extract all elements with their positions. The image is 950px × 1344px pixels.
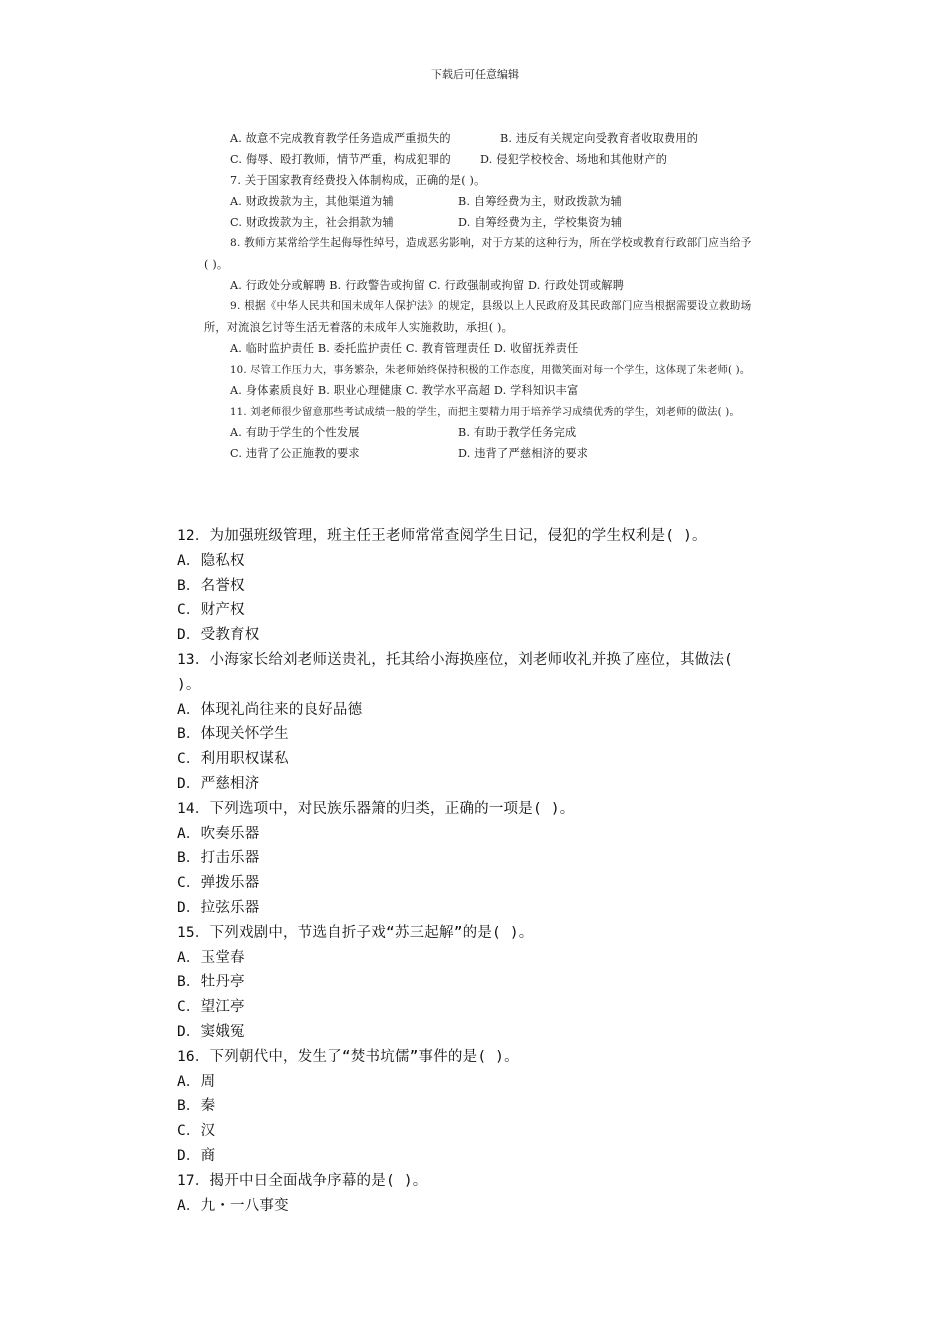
scan-line-1b: D. 侵犯学校校舍、场地和其他财产的 (480, 153, 668, 166)
scan-line-13: 11. 刘老师很少留意那些考试成绩一般的学生，而把主要精力用于培养学习成绩优秀的学生，刘老师的做法( )。 (230, 407, 740, 418)
question-stem: 12．为加强班级管理，班主任王老师常常查阅学生日记，侵犯的学生权利是( )。 (177, 528, 707, 544)
scan-line-3b: B. 自筹经费为主，财政拨款为辅 (458, 195, 622, 208)
answer-option: A．体现礼尚往来的良好品德 (177, 701, 363, 718)
answer-option: A．玉堂春 (177, 949, 245, 966)
scan-line-0a: A. 故意不完成教育教学任务造成严重损失的 (230, 132, 451, 145)
question-stem: 15．下列戏剧中，节选自折子戏“苏三起解”的是( )。 (177, 924, 534, 941)
page-header: 下载后可任意编辑 (431, 68, 519, 81)
scan-line-4b: D. 自筹经费为主，学校集资为辅 (458, 216, 623, 229)
answer-option: D．严慈相济 (177, 775, 260, 792)
scan-line-6: ( )。 (204, 258, 229, 271)
answer-option: C．汉 (177, 1123, 216, 1140)
answer-option: B．体现关怀学生 (177, 726, 289, 743)
scan-line-11: 10. 尽管工作压力大，事务繁杂，朱老师始终保持积极的工作态度，用微笑面对每一个学生，这体现了朱老师( )。 (230, 365, 751, 376)
answer-option: C．弹拨乐器 (177, 875, 260, 892)
scan-line-10: A. 临时监护责任 B. 委托监护责任 C. 教育管理责任 D. 收留抚养责任 (230, 342, 579, 355)
answer-option: B．秦 (177, 1098, 216, 1115)
scan-line-9: 所，对流浪乞讨等生活无着落的未成年人实施救助，承担( )。 (204, 321, 513, 334)
question-stem: 17．揭开中日全面战争序幕的是( )。 (177, 1172, 428, 1189)
scan-line-15b: D. 违背了严慈相济的要求 (458, 447, 589, 460)
question-stem: 16．下列朝代中，发生了“焚书坑儒”事件的是( )。 (177, 1048, 519, 1065)
answer-option: D．窦娥冤 (177, 1023, 245, 1040)
question-list (177, 524, 817, 1218)
scan-line-7: A. 行政处分或解聘 B. 行政警告或拘留 C. 行政强制或拘留 D. 行政处罚或解聘 (230, 279, 625, 292)
scan-line-0b: B. 违反有关规定向受教育者收取费用的 (500, 132, 699, 145)
scanned-exam-image (198, 122, 868, 474)
scan-line-3a: A. 财政拨款为主，其他渠道为辅 (230, 195, 394, 208)
answer-option: A．隐私权 (177, 552, 245, 569)
scan-line-5: 8. 教师方某常给学生起侮辱性绰号，造成恶劣影响，对于方某的这种行为，所在学校或教育行政部门应当给予 (230, 237, 752, 249)
scan-line-2: 7. 关于国家教育经费投入体制构成，正确的是( )。 (230, 174, 486, 187)
scan-line-14a: A. 有助于学生的个性发展 (230, 426, 360, 439)
answer-option: D．受教育权 (177, 627, 260, 644)
answer-option: B．打击乐器 (177, 850, 260, 867)
scan-line-1a: C. 侮辱、殴打教师，情节严重，构成犯罪的 (230, 153, 451, 166)
answer-option: B．牡丹亭 (177, 974, 245, 991)
question-stem: 14．下列选项中，对民族乐器箫的归类，正确的一项是( )。 (177, 800, 575, 817)
answer-option: C．望江亭 (177, 999, 245, 1016)
answer-option: A．吹奏乐器 (177, 825, 260, 842)
question-stem: 13．小海家长给刘老师送贵礼，托其给小海换座位，刘老师收礼并换了座位，其做法( (177, 651, 733, 668)
scan-line-14b: B. 有助于教学任务完成 (458, 426, 577, 439)
answer-option: B．名誉权 (177, 577, 245, 594)
answer-option: D．拉弦乐器 (177, 899, 260, 916)
answer-option: A．九・一八事变 (177, 1197, 289, 1214)
answer-option: D．商 (177, 1147, 216, 1164)
scan-line-8: 9. 根据《中华人民共和国未成年人保护法》的规定，县级以上人民政府及其民政部门应当根据需要设立救助场 (230, 300, 752, 312)
question-stem-continued: )。 (177, 676, 201, 693)
answer-option: C．财产权 (177, 602, 245, 619)
answer-option: C．利用职权谋私 (177, 751, 289, 768)
scan-line-15a: C. 违背了公正施教的要求 (230, 447, 360, 460)
scan-line-4a: C. 财政拨款为主，社会捐款为辅 (230, 216, 394, 229)
answer-option: A．周 (177, 1073, 216, 1090)
scan-line-12: A. 身体素质良好 B. 职业心理健康 C. 教学水平高超 D. 学科知识丰富 (230, 384, 579, 397)
